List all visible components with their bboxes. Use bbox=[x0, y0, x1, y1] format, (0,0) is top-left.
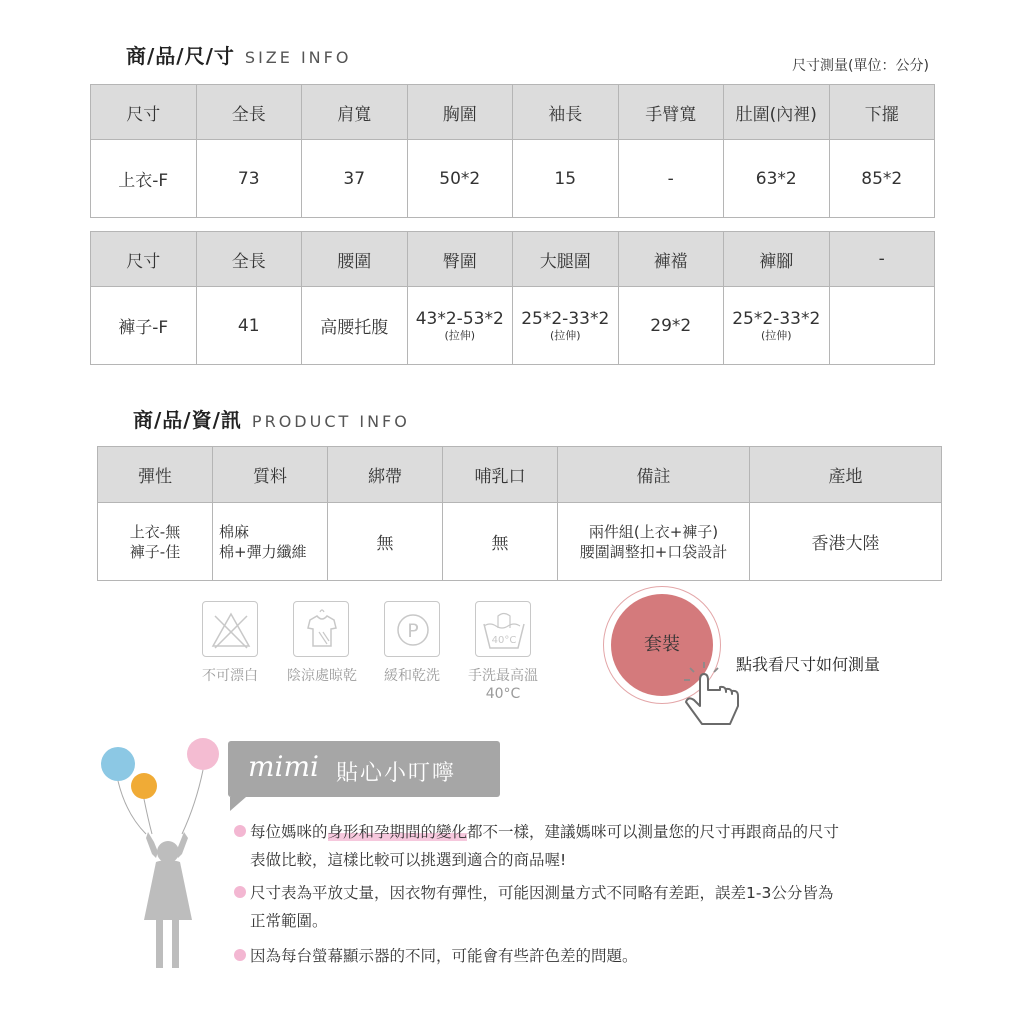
header-cell: 尺寸 bbox=[91, 232, 197, 287]
strap-cell: 無 bbox=[328, 503, 443, 581]
pants-size-row bbox=[91, 287, 935, 365]
no-bleach-icon bbox=[202, 601, 258, 657]
material-top: 棉麻 bbox=[219, 522, 250, 541]
cell-value: 43*2-53*2 bbox=[415, 309, 504, 329]
care-label: 緩和乾洗 bbox=[384, 668, 440, 684]
tip-item-3 bbox=[250, 942, 940, 970]
header-cell: 產地 bbox=[750, 447, 942, 503]
header-cell: 質料 bbox=[213, 447, 328, 503]
care-hand-wash bbox=[475, 601, 531, 657]
balloon-orange bbox=[131, 773, 157, 799]
fit-badge-label: 套裝 bbox=[644, 634, 680, 655]
table-cell: 63*2 bbox=[724, 140, 830, 218]
dryclean-p-glyph: P bbox=[407, 620, 419, 642]
table-cell: 85*2 bbox=[829, 140, 935, 218]
tips-banner-tail bbox=[230, 797, 246, 811]
header-cell: 褲腳 bbox=[724, 232, 830, 287]
table-cell bbox=[407, 287, 513, 365]
header-cell: 哺乳口 bbox=[443, 447, 558, 503]
care-label-line: 手洗最高溫 bbox=[468, 668, 538, 684]
cell-value: 25*2-33*2 bbox=[732, 309, 821, 329]
product-info-row bbox=[98, 503, 942, 581]
product-info-table bbox=[97, 446, 942, 581]
elasticity-pants: 褲子-佳 bbox=[129, 542, 181, 561]
top-size-table bbox=[90, 84, 935, 218]
tips-title: 貼心小叮嚀 bbox=[336, 761, 457, 786]
header-cell: 袖長 bbox=[513, 85, 619, 140]
header-cell: 胸圍 bbox=[407, 85, 513, 140]
tip-bullet bbox=[234, 949, 246, 961]
header-cell: 尺寸 bbox=[91, 85, 197, 140]
hand-wash-temp-glyph: 40°C bbox=[491, 635, 517, 646]
care-label bbox=[458, 667, 548, 703]
header-cell: - bbox=[829, 232, 935, 287]
header-cell: 彈性 bbox=[98, 447, 213, 503]
table-cell bbox=[513, 287, 619, 365]
tip-text: 因為每台螢幕顯示器的不同，可能會有些許色差的問題。 bbox=[250, 947, 638, 965]
table-cell: 上衣-F bbox=[91, 140, 197, 218]
cell-note: (拉伸) bbox=[760, 329, 792, 342]
balloon-blue bbox=[101, 747, 135, 781]
tip-item-1 bbox=[250, 818, 940, 874]
top-size-header-row bbox=[91, 85, 935, 140]
tip-text: 都不一樣，建議媽咪可以測量您的尺寸再跟商品的尺寸 bbox=[467, 823, 840, 841]
gentle-dryclean-icon bbox=[384, 601, 440, 657]
measure-guide-link[interactable]: 點我看尺寸如何測量 bbox=[736, 655, 881, 674]
size-info-title: 商/品/尺/寸 bbox=[126, 44, 235, 68]
table-cell bbox=[724, 287, 830, 365]
size-info-subtitle: SIZE INFO bbox=[244, 48, 352, 67]
hand-wash-icon bbox=[475, 601, 531, 657]
tips-banner bbox=[228, 741, 500, 797]
tip-item-2 bbox=[250, 879, 940, 935]
tips-brand: mimi bbox=[248, 750, 320, 783]
girl-balloons-illustration bbox=[96, 734, 226, 978]
elasticity-cell bbox=[98, 503, 213, 581]
tip-text: 尺寸表為平放丈量，因衣物有彈性，可能因測量方式不同略有差距，誤差1-3公分皆為 bbox=[250, 884, 834, 902]
tip-bullet bbox=[234, 886, 246, 898]
table-cell: 73 bbox=[196, 140, 302, 218]
tip-text: 表做比較，這樣比較可以挑選到適合的商品喔! bbox=[250, 851, 567, 869]
table-cell bbox=[618, 287, 724, 365]
product-info-header-row bbox=[98, 447, 942, 503]
cell-note: (拉伸) bbox=[444, 329, 476, 342]
header-cell: 全長 bbox=[196, 85, 302, 140]
header-cell: 腰圍 bbox=[302, 232, 408, 287]
product-info-title: 商/品/資/訊 bbox=[133, 408, 242, 432]
cell-value: 25*2-33*2 bbox=[521, 309, 610, 329]
care-label: 不可漂白 bbox=[202, 668, 258, 684]
table-cell bbox=[91, 287, 197, 365]
cell-value: 褲子-F bbox=[118, 318, 169, 338]
top-size-row bbox=[91, 140, 935, 218]
care-no-bleach bbox=[202, 601, 258, 657]
shade-dry-icon bbox=[293, 601, 349, 657]
care-label-temp: 40°C bbox=[485, 686, 521, 702]
tip-text: 每位媽咪的 bbox=[250, 823, 328, 841]
tip-text: 正常範圍。 bbox=[250, 912, 328, 930]
header-cell: 臀圍 bbox=[407, 232, 513, 287]
table-cell bbox=[196, 287, 302, 365]
cell-value: 41 bbox=[237, 315, 260, 336]
remark-line: 兩件組(上衣+褲子) bbox=[588, 522, 719, 541]
table-cell: 37 bbox=[302, 140, 408, 218]
header-cell: 全長 bbox=[196, 232, 302, 287]
care-shade-dry bbox=[293, 601, 349, 657]
cell-value: 高腰托腹 bbox=[320, 318, 389, 338]
balloon-pink bbox=[187, 738, 219, 770]
table-cell: 15 bbox=[513, 140, 619, 218]
table-cell bbox=[829, 287, 935, 365]
header-cell: 肚圍(內裡) bbox=[724, 85, 830, 140]
remark-cell bbox=[558, 503, 750, 581]
header-cell: 大腿圍 bbox=[513, 232, 619, 287]
table-cell: 50*2 bbox=[407, 140, 513, 218]
origin-cell: 香港大陸 bbox=[750, 503, 942, 581]
pants-size-table bbox=[90, 231, 935, 365]
header-cell: 備註 bbox=[558, 447, 750, 503]
care-label: 陰涼處晾乾 bbox=[287, 668, 357, 684]
product-info-subtitle: PRODUCT INFO bbox=[251, 412, 410, 431]
table-cell: - bbox=[618, 140, 724, 218]
size-info-heading bbox=[126, 40, 351, 69]
tip-highlight: 身形和孕期間的變化 bbox=[327, 823, 468, 841]
remark-line: 腰圍調整扣+口袋設計 bbox=[579, 542, 728, 561]
material-pants: 棉+彈力纖維 bbox=[219, 542, 307, 561]
elasticity-top: 上衣-無 bbox=[129, 522, 181, 541]
product-info-heading bbox=[133, 404, 410, 433]
header-cell: 肩寬 bbox=[302, 85, 408, 140]
header-cell: 手臂寬 bbox=[618, 85, 724, 140]
nursing-cell: 無 bbox=[443, 503, 558, 581]
cell-note: (拉伸) bbox=[549, 329, 581, 342]
tip-bullet bbox=[234, 825, 246, 837]
material-cell bbox=[213, 503, 328, 581]
table-cell bbox=[302, 287, 408, 365]
header-cell: 綁帶 bbox=[328, 447, 443, 503]
care-gentle-dryclean bbox=[384, 601, 440, 657]
cell-value: 29*2 bbox=[650, 315, 692, 336]
header-cell: 褲襠 bbox=[618, 232, 724, 287]
header-cell: 下擺 bbox=[829, 85, 935, 140]
unit-note: 尺寸測量(單位：公分) bbox=[792, 58, 929, 74]
pants-size-header-row bbox=[91, 232, 935, 287]
